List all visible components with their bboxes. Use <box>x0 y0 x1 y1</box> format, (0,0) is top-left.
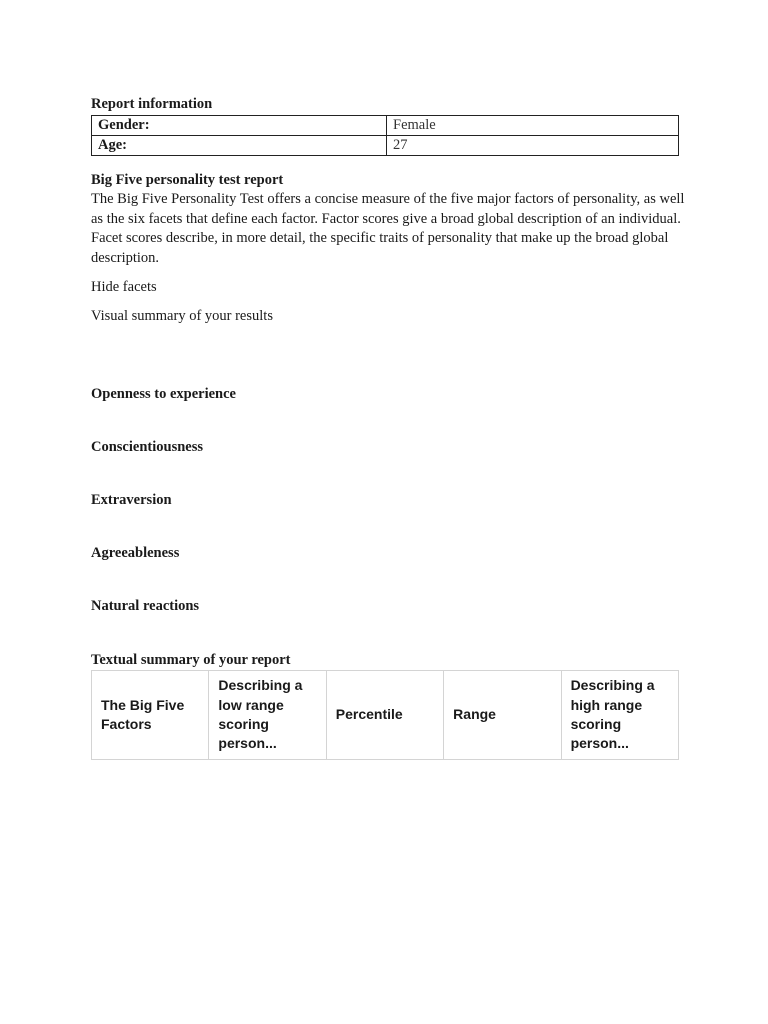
age-value: 27 <box>387 136 679 156</box>
factor-natural-reactions: Natural reactions <box>91 598 200 614</box>
age-label: Age: <box>92 136 387 156</box>
hide-facets-link[interactable]: Hide facets <box>91 279 157 295</box>
factor-agreeableness: Agreeableness <box>91 545 180 561</box>
visual-summary-heading: Visual summary of your results <box>91 308 273 324</box>
table-header-row <box>92 671 679 760</box>
column-header-percentile: Percentile <box>326 671 443 760</box>
gender-value: Female <box>387 116 679 136</box>
column-header-low-range: Describing a low range scoring person... <box>209 671 326 760</box>
factor-extraversion: Extraversion <box>91 492 172 508</box>
textual-summary-heading: Textual summary of your report <box>91 652 291 668</box>
column-header-range: Range <box>444 671 561 760</box>
intro-paragraph: The Big Five Personality Test offers a concise measure of the five major factors of personality, as well as the six facets that define each factor. Factor scores give a broad global description of an individual. Facet scores describe, in more detail, the specific traits of personality that make up the broad global description. <box>91 191 685 266</box>
report-information-heading: Report information <box>91 96 213 112</box>
table-row <box>92 116 679 136</box>
column-header-high-range: Describing a high range scoring person... <box>561 671 678 760</box>
column-header-factors: The Big Five Factors <box>92 671 209 760</box>
gender-label: Gender: <box>92 116 387 136</box>
factor-conscientiousness: Conscientiousness <box>91 439 203 455</box>
factor-openness: Openness to experience <box>91 386 236 402</box>
table-row <box>92 136 679 156</box>
textual-summary-table <box>91 670 679 760</box>
report-title: Big Five personality test report <box>91 172 284 188</box>
report-information-table <box>91 115 679 156</box>
